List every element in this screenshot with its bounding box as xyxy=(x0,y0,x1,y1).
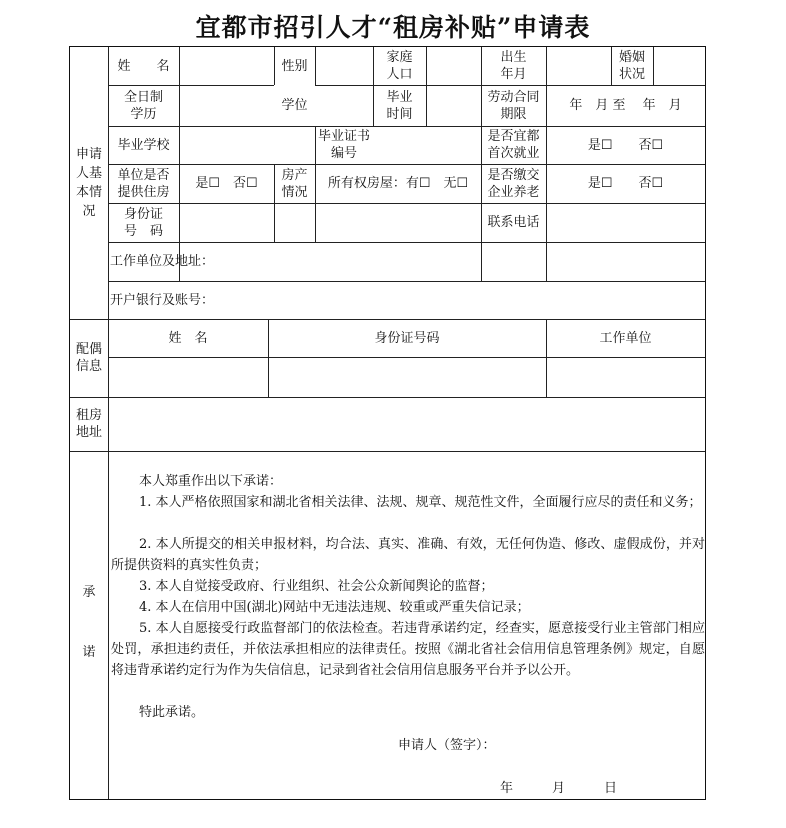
label-id-no: 身份证 号 码 xyxy=(123,206,163,239)
label-school: 毕业学校 xyxy=(117,137,170,153)
label-contract-period: 劳动合同 期限 xyxy=(487,89,540,122)
label-employer-housing: 单位是否 提供住房 xyxy=(117,167,170,200)
contract-range[interactable]: 年 月 至 年 月 xyxy=(569,98,682,113)
spouse-input-name[interactable] xyxy=(108,357,268,397)
spouse-header-name: 姓 名 xyxy=(168,330,208,346)
section-spouse-label: 配偶 信息 xyxy=(75,342,102,374)
pledge-closing: 特此承诺。 xyxy=(139,705,205,720)
input-id-no[interactable] xyxy=(179,203,481,242)
input-birth[interactable] xyxy=(546,47,611,85)
pledge-item-2: 2. 本人所提交的相关申报材料，均合法、真实、准确、有效，无任何伪造、修改、虚假成份，并对所提供资料的真实性负责； xyxy=(111,537,705,573)
spouse-input-id[interactable] xyxy=(268,357,546,397)
section-pledge-label-top: 承 xyxy=(82,584,96,600)
input-gender[interactable] xyxy=(315,47,373,85)
checkbox-own-house[interactable]: 所有权房屋：有☐ 无☐ xyxy=(327,176,469,191)
checkbox-first-job[interactable]: 是☐ 否☐ xyxy=(587,137,664,153)
pledge-item-4: 4. 本人在信用中国(湖北)网站中无违法违规、较重或严重失信记录； xyxy=(139,600,530,615)
input-name[interactable] xyxy=(179,47,274,85)
checkbox-employer-housing[interactable]: 是☐ 否☐ xyxy=(195,176,258,191)
input-marriage[interactable] xyxy=(653,47,705,85)
label-gender: 性别 xyxy=(281,58,308,74)
label-grad-time: 毕业 时间 xyxy=(386,89,413,122)
label-birth: 出生 年月 xyxy=(500,50,527,82)
label-degree: 学位 xyxy=(274,85,315,126)
input-phone[interactable] xyxy=(546,203,705,242)
input-cert-no[interactable] xyxy=(373,126,481,164)
label-household: 家庭 人口 xyxy=(386,50,413,82)
spouse-input-employer[interactable] xyxy=(546,357,705,397)
pledge-item-5: 5. 本人自愿接受行政监督部门的依法检查。若违背承诺约定，经查实，愿意接受行业主管部门相应处罚，承担违约责任，并依法承担相应的法律责任。按照《湖北省社会信用信息管理条例》规定，自愿将违背承诺约定行为作为失信信息，记录到省社会信用信息服务平台并予以公开。 xyxy=(111,621,705,678)
pledge-item-3: 3. 本人自觉接受政府、行业组织、社会公众新闻舆论的监督； xyxy=(139,579,494,594)
checkbox-pension[interactable]: 是☐ 否☐ xyxy=(587,176,664,191)
spouse-header-id: 身份证号码 xyxy=(374,330,440,346)
input-degree[interactable] xyxy=(315,85,373,126)
label-first-job: 是否宜都 首次就业 xyxy=(487,129,540,161)
input-household[interactable] xyxy=(426,47,481,85)
application-form xyxy=(69,46,706,800)
label-phone: 联系电话 xyxy=(487,215,540,230)
input-grad-time[interactable] xyxy=(426,85,481,126)
section-rental-label: 租房 地址 xyxy=(75,408,102,440)
label-cert-no: 毕业证书 编号 xyxy=(317,129,370,161)
label-name: 姓 名 xyxy=(117,58,170,74)
label-bank-account[interactable]: 开户银行及账号： xyxy=(110,292,215,308)
section-pledge-label-bottom: 诺 xyxy=(82,644,96,660)
date-label[interactable]: 年 月 日 xyxy=(500,781,618,796)
input-school[interactable] xyxy=(179,126,315,164)
spouse-header-employer: 工作单位 xyxy=(599,330,652,346)
pledge-intro: 本人郑重作出以下承诺： xyxy=(139,474,283,489)
label-work-address[interactable]: 工作单位及地址： xyxy=(110,254,215,269)
label-marriage: 婚姻 状况 xyxy=(618,50,645,82)
pledge-item-1: 1. 本人严格依照国家和湖北省相关法律、法规、规章、规范性文件，全面履行应尽的责任和义务； xyxy=(139,495,702,510)
label-property: 房产 情况 xyxy=(281,167,308,200)
signature-label[interactable]: 申请人（签字）： xyxy=(398,738,496,753)
rental-address-input[interactable] xyxy=(108,397,705,451)
form-title: 宜都市招引人才“租房补贴”申请表 xyxy=(195,13,591,42)
label-pension: 是否缴交 企业养老 xyxy=(487,167,540,200)
label-fulltime-edu: 全日制 学历 xyxy=(123,89,163,122)
section-applicant-label: 申请 人基 本情 况 xyxy=(75,147,102,219)
